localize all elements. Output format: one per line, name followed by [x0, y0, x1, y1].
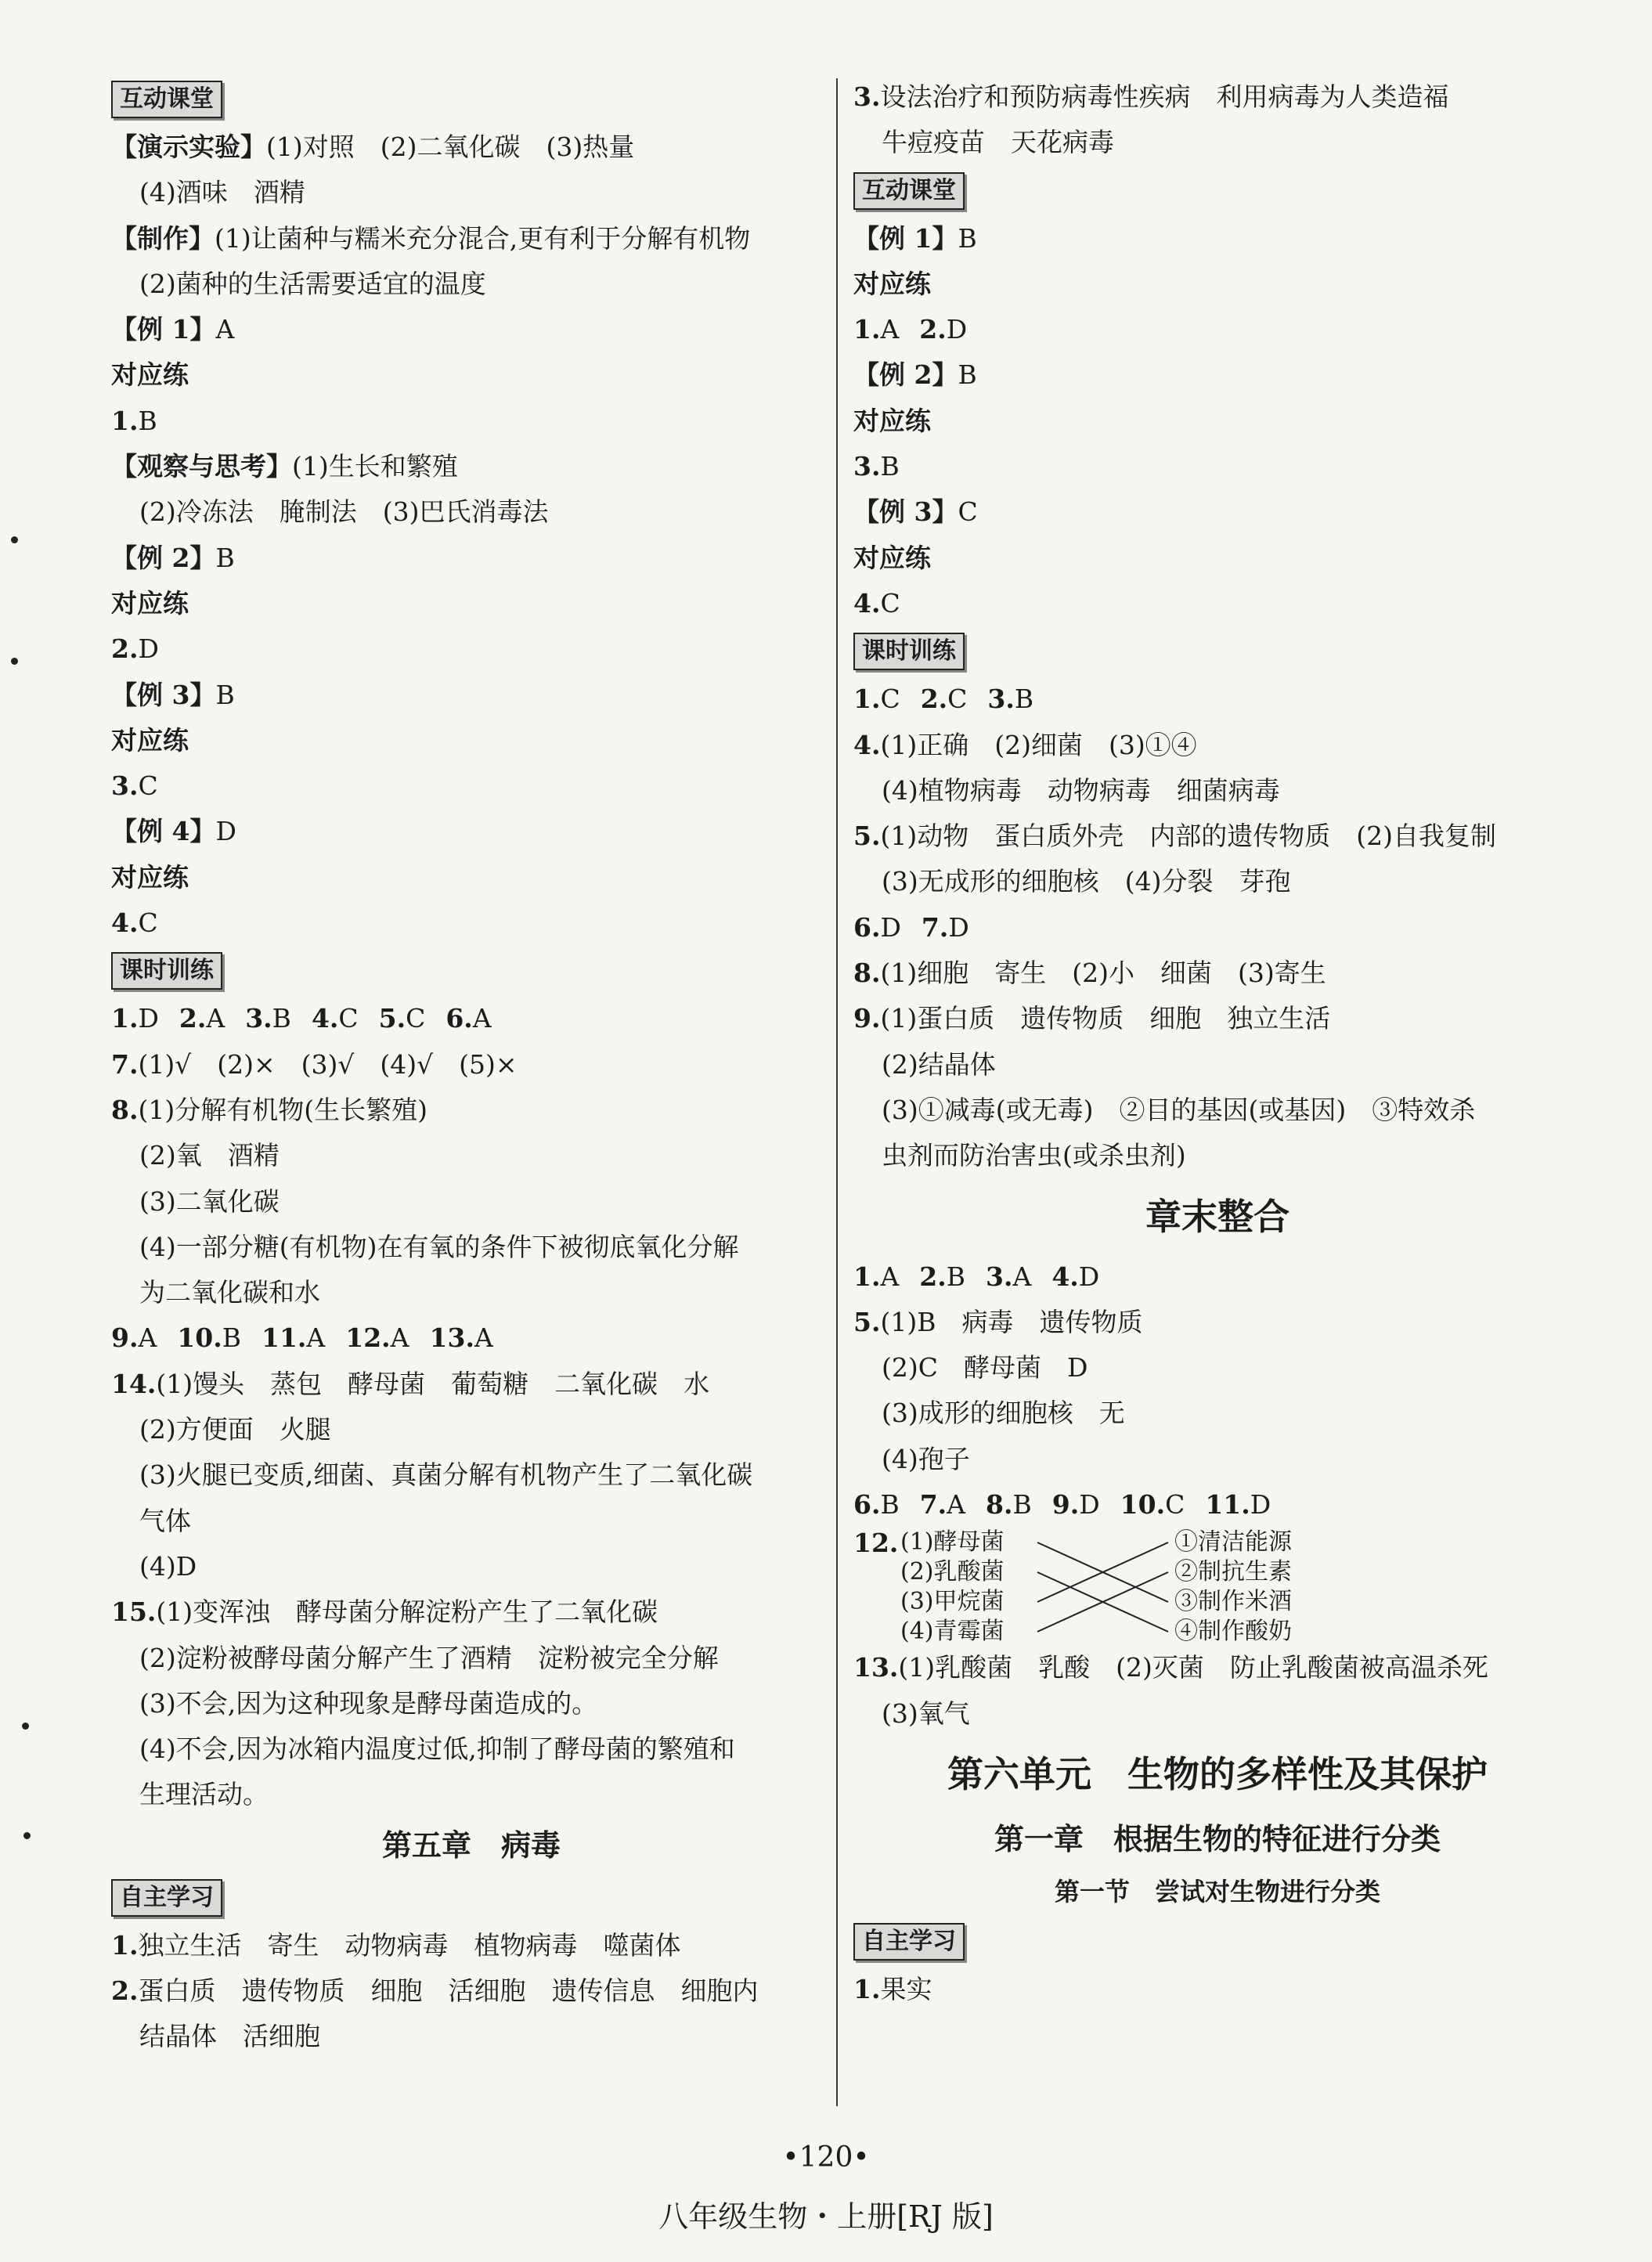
answer-value: D — [138, 633, 159, 665]
question-number: 4. — [853, 587, 881, 619]
scan-speck — [11, 536, 18, 543]
question-number: 4. — [111, 907, 139, 939]
answer-value: C — [947, 684, 968, 715]
answer-line — [111, 1042, 831, 1088]
question-number: 2. — [179, 1003, 207, 1034]
question-number: 3. — [853, 451, 881, 482]
answer-pair — [853, 1482, 900, 1528]
answer-label: 13. — [853, 1652, 899, 1683]
section-heading: 章末整合 — [1145, 1195, 1289, 1238]
page-number: •120• — [782, 2141, 870, 2174]
answer-group-line — [853, 581, 1582, 626]
section-box-label: 自主学习 — [853, 1923, 965, 1961]
answer-pair — [111, 996, 159, 1041]
answer-label: 【例 1】 — [111, 314, 216, 345]
answer-label: 15. — [111, 1596, 157, 1628]
answer-value: D — [138, 1003, 159, 1034]
answer-line — [111, 216, 831, 262]
answer-continuation: 为二氧化碳和水 — [139, 1277, 320, 1308]
answer-value: B — [222, 1322, 241, 1354]
answer-text: B — [215, 679, 235, 710]
match-left-item: (2)乳酸菌 — [900, 1558, 1005, 1586]
answer-value: A — [880, 1261, 900, 1292]
answer-pair — [430, 1315, 493, 1361]
question-number: 11. — [261, 1322, 307, 1354]
answer-line — [853, 74, 1582, 120]
match-left-item: (4)青霉菌 — [900, 1618, 1005, 1646]
question-number: 10. — [1120, 1489, 1166, 1521]
answer-text: 果实 — [880, 1973, 932, 2004]
answer-line — [111, 581, 831, 626]
answer-pair — [919, 307, 967, 352]
answer-pair — [853, 1254, 899, 1300]
answer-value: D — [1079, 1489, 1100, 1521]
answer-group-line — [853, 307, 1582, 352]
answer-line — [111, 1362, 831, 1407]
answer-continuation: (4)植物病毒 动物病毒 细菌病毒 — [882, 774, 1280, 806]
section-box-label: 课时训练 — [111, 952, 222, 990]
scan-speck — [11, 658, 18, 665]
answer-text: D — [215, 816, 236, 847]
section-box-label: 自主学习 — [111, 1879, 222, 1917]
answer-text: 设法治疗和预防病毒性疾病 利用病毒为人类造福 — [880, 81, 1449, 112]
answer-value: D — [946, 314, 968, 345]
answer-pair — [853, 307, 899, 352]
answer-continuation: (3)氧气 — [882, 1697, 970, 1729]
question-number: 3. — [111, 770, 139, 802]
answer-continuation: (2)冷冻法 腌制法 (3)巴氏消毒法 — [139, 496, 549, 528]
answer-text: B — [215, 542, 235, 573]
question-number: 2. — [919, 314, 947, 345]
right-column — [853, 74, 1582, 2012]
answer-pair — [312, 996, 359, 1041]
answer-group-line — [111, 763, 831, 809]
answer-text: (1)乳酸菌 乳酸 (2)灭菌 防止乳酸菌被高温杀死 — [898, 1652, 1488, 1683]
answer-group-line — [853, 676, 1582, 722]
answer-line — [853, 996, 1582, 1041]
book-title: 八年级生物・上册[RJ 版] — [658, 2199, 994, 2234]
answer-pair — [179, 996, 225, 1041]
answer-label: 【例 2】 — [853, 359, 958, 391]
question-number: 1. — [111, 405, 139, 436]
answer-pair — [1205, 1482, 1271, 1528]
answer-value: B — [272, 1003, 291, 1034]
answer-pair — [853, 444, 900, 489]
answer-line — [111, 673, 831, 718]
answer-pair — [919, 1254, 965, 1300]
answer-value: B — [1014, 684, 1034, 715]
answer-label: 对应练 — [111, 587, 189, 619]
answer-text: (1)让菌种与糯米充分混合,更有利于分解有机物 — [215, 222, 751, 254]
section-heading: 第一节 尝试对生物进行分类 — [1054, 1876, 1380, 1907]
answer-label: 对应练 — [111, 359, 189, 391]
answer-group-line — [111, 996, 831, 1041]
answer-label: 5. — [853, 1306, 881, 1337]
answer-continuation: (2)氧 酒精 — [139, 1140, 280, 1171]
question-number: 9. — [111, 1322, 139, 1354]
answer-label: 对应练 — [111, 861, 189, 893]
answer-label: 【例 4】 — [111, 816, 216, 847]
answer-value: C — [880, 684, 900, 715]
answer-pair — [445, 996, 491, 1041]
answer-continuation: 生理活动。 — [139, 1779, 269, 1810]
answer-continuation: (2)菌种的生活需要适宜的温度 — [139, 268, 486, 299]
answer-pair — [111, 399, 157, 444]
answer-continuation: (3)无成形的细胞核 (4)分裂 芽孢 — [882, 866, 1291, 897]
answer-continuation: (3)①减毒(或无毒) ②目的基因(或基因) ③特效杀 — [882, 1094, 1476, 1125]
answer-value: B — [880, 451, 900, 482]
answer-value: A — [138, 1322, 157, 1354]
question-number: 6. — [853, 911, 881, 943]
answer-line — [853, 216, 1582, 262]
answer-label: 1. — [111, 1929, 139, 1961]
answer-group-line — [111, 1315, 831, 1361]
answer-pair — [245, 996, 291, 1041]
question-number: 2. — [111, 633, 139, 665]
answer-pair — [853, 905, 901, 951]
section-box-label: 互动课堂 — [853, 172, 965, 210]
answer-value: C — [406, 1003, 426, 1034]
section-box-row — [853, 1917, 1582, 1967]
answer-continuation: (2)方便面 火腿 — [139, 1414, 331, 1445]
answer-continuation: 结晶体 活细胞 — [139, 2021, 320, 2052]
section-box-row — [853, 166, 1582, 216]
answer-line — [853, 1967, 1582, 2012]
answer-pair — [262, 1315, 325, 1361]
column-divider — [836, 78, 838, 2106]
question-number: 11. — [1205, 1489, 1250, 1521]
answer-label: 对应练 — [853, 268, 931, 299]
answer-line — [111, 718, 831, 763]
answer-line — [853, 536, 1582, 581]
answer-label: 9. — [853, 1003, 881, 1034]
answer-value: C — [138, 907, 158, 939]
match-left-item: (3)甲烷菌 — [900, 1588, 1005, 1616]
question-number: 3. — [987, 684, 1015, 715]
answer-continuation: (4)不会,因为冰箱内温度过低,抑制了酵母菌的繁殖和 — [139, 1733, 735, 1765]
answer-text: (1)动物 蛋白质外壳 内部的遗传物质 (2)自我复制 — [880, 821, 1496, 852]
section-box-row — [111, 946, 831, 996]
answer-pair — [111, 626, 159, 672]
match-right-item: ③制作米酒 — [1174, 1588, 1292, 1616]
answer-value: B — [138, 405, 157, 436]
answer-text: C — [958, 496, 978, 528]
section-heading: 第五章 病毒 — [381, 1827, 561, 1863]
answer-label: 【观察与思考】 — [111, 451, 292, 482]
answer-line — [111, 352, 831, 398]
answer-value: B — [946, 1261, 966, 1292]
answer-text: (1)生长和繁殖 — [292, 451, 458, 482]
question-number: 2. — [919, 1261, 947, 1292]
question-number: 1. — [853, 314, 881, 345]
answer-text: (1)分解有机物(生长繁殖) — [138, 1094, 427, 1125]
answer-line — [111, 1088, 831, 1133]
answer-continuation: (3)不会,因为这种现象是酵母菌造成的。 — [139, 1687, 598, 1719]
answer-line — [853, 1300, 1582, 1345]
answer-group-line — [853, 905, 1582, 951]
question-number: 5. — [378, 1003, 406, 1034]
answer-text: (1)B 病毒 遗传物质 — [880, 1306, 1143, 1337]
answer-line — [111, 444, 831, 489]
answer-value: B — [880, 1489, 900, 1521]
answer-continuation: (4)孢子 — [882, 1443, 970, 1474]
answer-value: A — [880, 314, 900, 345]
answer-pair — [922, 905, 969, 951]
answer-pair — [853, 581, 900, 626]
scan-speck — [22, 1723, 29, 1730]
answer-line — [853, 1645, 1582, 1690]
answer-pair — [1052, 1482, 1100, 1528]
answer-value: D — [880, 911, 901, 943]
answer-line — [111, 307, 831, 352]
answer-label: 14. — [111, 1368, 157, 1399]
answer-text: (1)馒头 蒸包 酵母菌 葡萄糖 二氧化碳 水 — [156, 1368, 710, 1399]
answer-label: 【制作】 — [111, 222, 215, 254]
answer-text: B — [958, 359, 977, 391]
answer-value: A — [947, 1489, 966, 1521]
answer-text: (1)对照 (2)二氧化碳 (3)热量 — [266, 132, 635, 162]
answer-line — [853, 814, 1582, 859]
match-right-list — [1174, 1528, 1292, 1647]
answer-line — [111, 855, 831, 900]
answer-value: A — [474, 1322, 493, 1354]
answer-label: 【例 2】 — [111, 542, 216, 573]
answer-line — [111, 1589, 831, 1635]
question-number: 3. — [986, 1261, 1013, 1292]
answer-pair — [177, 1315, 241, 1361]
answer-text: B — [958, 222, 977, 254]
answer-label: 7. — [111, 1048, 139, 1080]
answer-pair — [111, 763, 158, 809]
answer-pair — [379, 996, 426, 1041]
answer-continuation: (3)成形的细胞核 无 — [882, 1398, 1125, 1429]
answer-label: 【例 3】 — [853, 496, 958, 528]
answer-text: 独立生活 寄生 动物病毒 植物病毒 噬菌体 — [138, 1929, 681, 1961]
answer-label: 【例 3】 — [111, 679, 216, 710]
answer-pair — [111, 900, 158, 946]
answer-pair — [986, 1254, 1031, 1300]
scan-speck — [23, 1832, 31, 1839]
answer-text: (1)正确 (2)细菌 (3)①④ — [880, 729, 1197, 760]
answer-label: 8. — [853, 958, 881, 989]
answer-line — [853, 352, 1582, 398]
answer-value: C — [880, 587, 900, 619]
match-right-item: ④制作酸奶 — [1174, 1618, 1292, 1646]
answer-group-line — [111, 626, 831, 672]
section-box-row — [853, 626, 1582, 676]
answer-line — [853, 262, 1582, 307]
match-left-list — [900, 1528, 1005, 1647]
answer-text: (1)变浑浊 酵母菌分解淀粉产生了二氧化碳 — [156, 1596, 658, 1628]
question-number: 1. — [853, 1261, 881, 1292]
answer-continuation: (3)火腿已变质,细菌、真菌分解有机物产生了二氧化碳 — [139, 1459, 753, 1491]
answer-value: C — [1165, 1489, 1185, 1521]
answer-value: D — [1250, 1489, 1271, 1521]
left-column — [111, 74, 831, 2060]
answer-line — [853, 951, 1582, 996]
question-number: 7. — [921, 911, 949, 943]
answer-value: A — [390, 1322, 409, 1354]
section-box-row — [111, 1873, 831, 1923]
answer-label: 5. — [853, 821, 881, 852]
question-number: 1. — [111, 1003, 139, 1034]
answer-value: A — [472, 1003, 492, 1034]
section-box-row — [111, 74, 831, 124]
answer-continuation: (2)结晶体 — [882, 1048, 996, 1080]
question-number: 4. — [311, 1003, 339, 1034]
answer-label: 对应练 — [853, 405, 931, 436]
question-number: 6. — [445, 1003, 473, 1034]
answer-continuation: 虫剂而防治害虫(或杀虫剂) — [882, 1140, 1186, 1171]
question-number: 8. — [986, 1489, 1013, 1521]
question-number: 12. — [345, 1322, 391, 1354]
answer-pair — [987, 676, 1033, 722]
answer-label: 对应练 — [853, 542, 931, 573]
answer-label: 4. — [853, 729, 881, 760]
answer-pair — [345, 1315, 409, 1361]
answer-line — [853, 399, 1582, 444]
answer-pair — [1120, 1482, 1185, 1528]
answer-value: D — [1078, 1261, 1100, 1292]
question-number: 6. — [853, 1489, 881, 1521]
match-right-item: ①清洁能源 — [1174, 1528, 1292, 1557]
question-number: 1. — [853, 684, 881, 715]
answer-value: D — [948, 911, 969, 943]
answer-continuation: 气体 — [139, 1505, 191, 1536]
answer-group-line — [853, 444, 1582, 489]
answer-text: 蛋白质 遗传物质 细胞 活细胞 遗传信息 细胞内 — [138, 1975, 759, 2006]
answer-value: B — [1012, 1489, 1032, 1521]
question-number: 9. — [1051, 1489, 1080, 1521]
answer-label: 8. — [111, 1094, 139, 1125]
question-number: 4. — [1051, 1261, 1079, 1292]
answer-pair — [986, 1482, 1032, 1528]
answer-label: 对应练 — [111, 724, 189, 756]
answer-value: A — [206, 1003, 225, 1034]
answer-text: (1)蛋白质 遗传物质 细胞 独立生活 — [880, 1003, 1331, 1034]
answer-group-line — [111, 399, 831, 444]
answer-line — [111, 1968, 831, 2014]
section-heading: 第一章 根据生物的特征进行分类 — [994, 1821, 1441, 1856]
answer-text: (1)细胞 寄生 (2)小 细菌 (3)寄生 — [880, 958, 1326, 989]
answer-line — [111, 536, 831, 581]
question-number: 12. — [853, 1528, 899, 1559]
answer-value: A — [1012, 1261, 1032, 1292]
answer-line — [853, 489, 1582, 535]
answer-label: 1. — [853, 1973, 881, 2004]
answer-continuation: 牛痘疫苗 天花病毒 — [882, 127, 1114, 158]
answer-pair — [853, 676, 900, 722]
answer-value: A — [306, 1322, 326, 1354]
answer-label: 2. — [111, 1975, 139, 2006]
answer-continuation: (3)二氧化碳 — [139, 1185, 280, 1217]
answer-line — [111, 809, 831, 854]
answer-line — [111, 124, 831, 170]
answer-text: A — [215, 314, 235, 345]
match-left-item: (1)酵母菌 — [900, 1528, 1005, 1557]
answer-group-line — [853, 1482, 1582, 1528]
answer-pair — [920, 1482, 965, 1528]
answer-continuation: (2)淀粉被酵母菌分解产生了酒精 淀粉被完全分解 — [139, 1642, 719, 1673]
answer-line — [853, 723, 1582, 768]
answer-continuation: (4)一部分糖(有机物)在有氧的条件下被彻底氧化分解 — [139, 1231, 739, 1262]
match-right-item: ②制抗生素 — [1174, 1558, 1292, 1586]
answer-continuation: (2)C 酵母菌 D — [882, 1352, 1088, 1384]
answer-group-line — [111, 900, 831, 946]
answer-line — [111, 1923, 831, 1968]
section-heading: 第六单元 生物的多样性及其保护 — [947, 1752, 1488, 1795]
section-box-label: 互动课堂 — [111, 81, 222, 118]
answer-continuation: (4)酒味 酒精 — [139, 177, 305, 208]
answer-group-line — [853, 1254, 1582, 1300]
answer-text: (1)√ (2)× (3)√ (4)√ (5)× — [138, 1048, 518, 1080]
answer-label: 【例 1】 — [853, 222, 958, 254]
question-number: 13. — [429, 1322, 474, 1354]
answer-pair — [1051, 1254, 1099, 1300]
answer-value: C — [138, 770, 158, 802]
match-lines — [1033, 1528, 1170, 1645]
answer-value: C — [338, 1003, 359, 1034]
answer-pair — [921, 676, 968, 722]
question-number: 10. — [177, 1322, 222, 1354]
answer-label: 【演示实验】 — [111, 132, 266, 162]
question-number: 7. — [919, 1489, 947, 1521]
answer-continuation: (4)D — [139, 1550, 197, 1582]
question-number: 2. — [920, 684, 948, 715]
section-box-label: 课时训练 — [853, 633, 965, 670]
question-number: 3. — [245, 1003, 272, 1034]
answer-label: 3. — [853, 81, 881, 112]
answer-pair — [111, 1315, 157, 1361]
matching-question — [853, 1528, 1582, 1645]
